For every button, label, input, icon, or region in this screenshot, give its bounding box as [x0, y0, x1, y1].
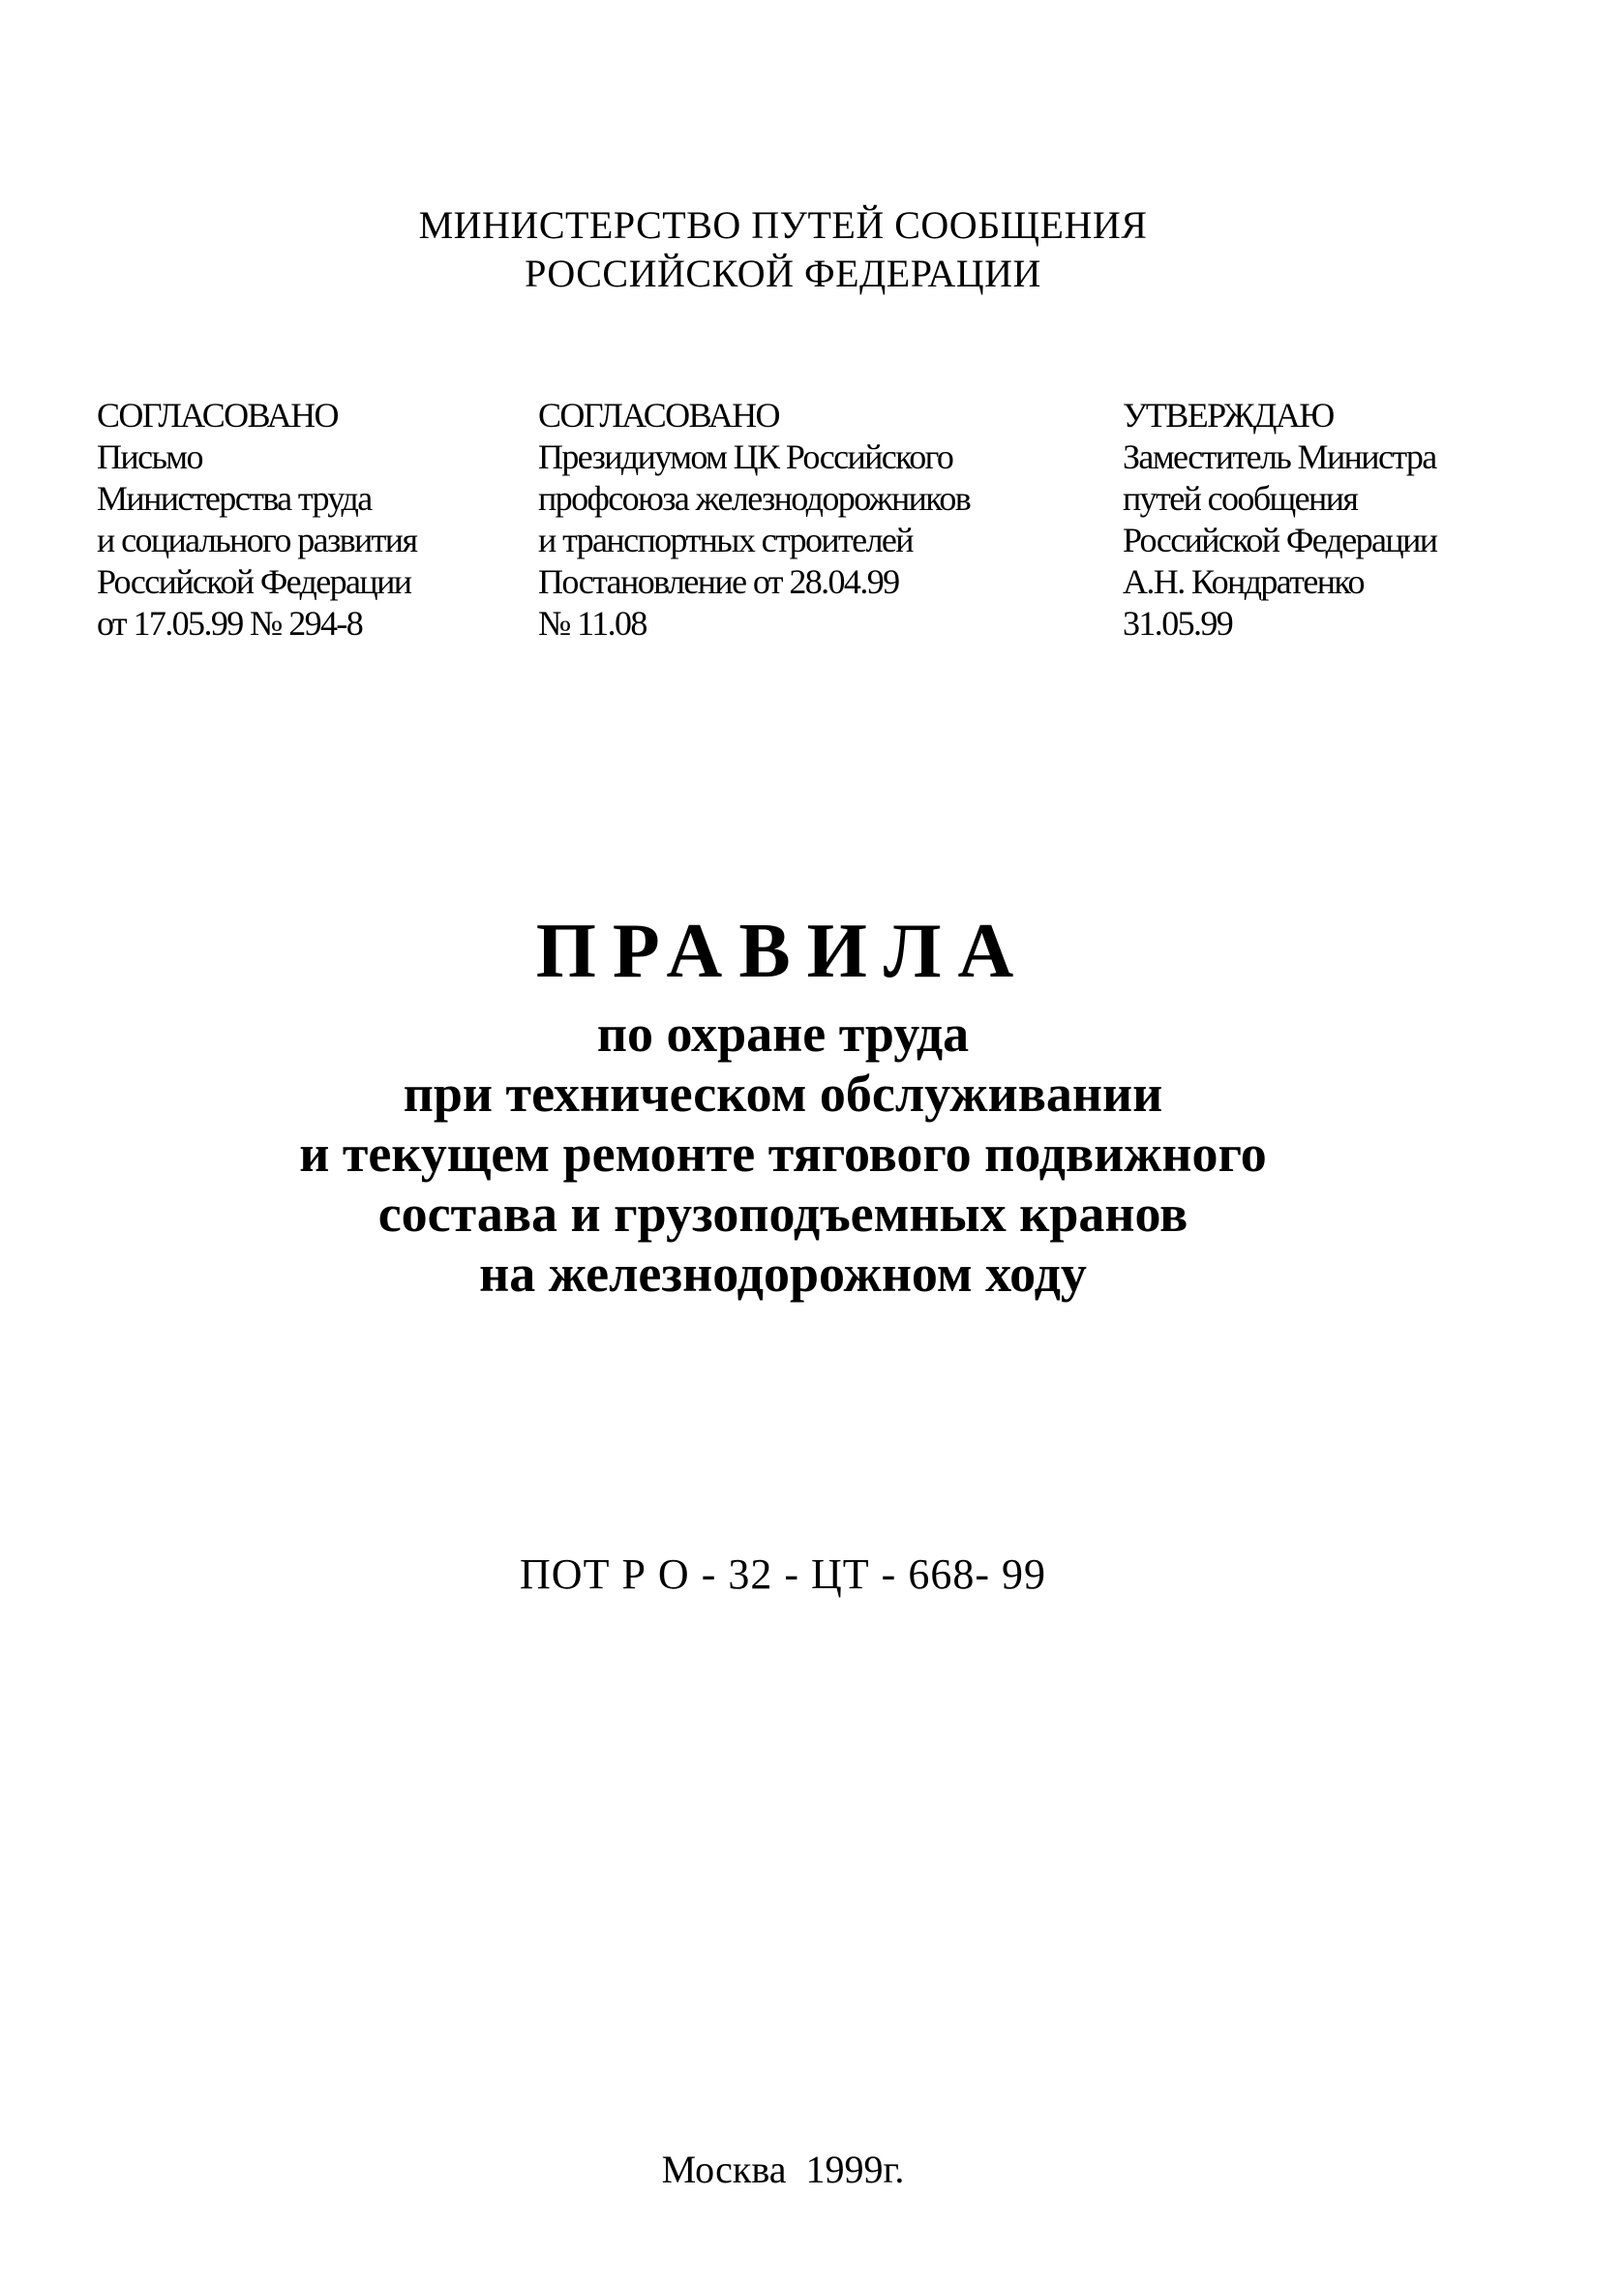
title-line: по охране труда: [596, 1005, 970, 1063]
approval-line: № 11.08: [538, 604, 647, 643]
approval-blocks: [0, 395, 1624, 685]
approval-line: 31.05.99: [1123, 604, 1233, 643]
ministry-header: [0, 201, 1566, 298]
approval-line: Заместитель Министра: [1123, 437, 1436, 476]
approval-heading: УТВЕРЖДАЮ: [1123, 396, 1334, 435]
title-line: состава и грузоподъемных кранов: [377, 1185, 1188, 1243]
approval-line: путей сообщения: [1123, 479, 1358, 518]
approval-line: Постановление от 28.04.99: [538, 562, 899, 601]
document-title: [0, 905, 1566, 1304]
title-line: и текущем ремонте тягового подвижного: [299, 1125, 1267, 1183]
approval-line: А.Н. Кондратенко: [1123, 562, 1364, 601]
approval-block-trade-union: [538, 395, 970, 645]
approval-line: Российской Федерации: [1123, 521, 1437, 559]
title-line: на железнодорожном ходу: [479, 1245, 1087, 1303]
ministry-name: МИНИСТЕРСТВО ПУТЕЙ СООБЩЕНИЯ: [418, 203, 1148, 247]
approval-heading: СОГЛАСОВАНО: [538, 396, 779, 435]
title-main: ПРАВИЛА: [535, 909, 1031, 994]
approval-line: от 17.05.99 № 294-8: [97, 604, 363, 643]
document-code: ПОТ Р О - 32 - ЦТ - 668- 99: [520, 1550, 1046, 1598]
approval-line: профсоюза железнодорожников: [538, 479, 971, 518]
approval-line: Российской Федерации: [97, 562, 411, 601]
approval-line: Министерства труда: [97, 479, 372, 518]
approval-line: Президиумом ЦК Российского: [538, 437, 953, 476]
approval-line: Письмо: [97, 437, 202, 476]
approval-line: и транспортных строителей: [538, 521, 913, 559]
title-line: при техническом обслуживании: [403, 1065, 1163, 1123]
approval-heading: СОГЛАСОВАНО: [97, 396, 338, 435]
approval-block-deputy-minister: [1123, 395, 1436, 645]
approval-block-labor-ministry: [97, 395, 416, 645]
ministry-country: РОССИЙСКОЙ ФЕДЕРАЦИИ: [525, 252, 1041, 295]
approval-line: и социального развития: [97, 521, 417, 559]
publication-place-year: Москва 1999г.: [661, 2148, 905, 2191]
